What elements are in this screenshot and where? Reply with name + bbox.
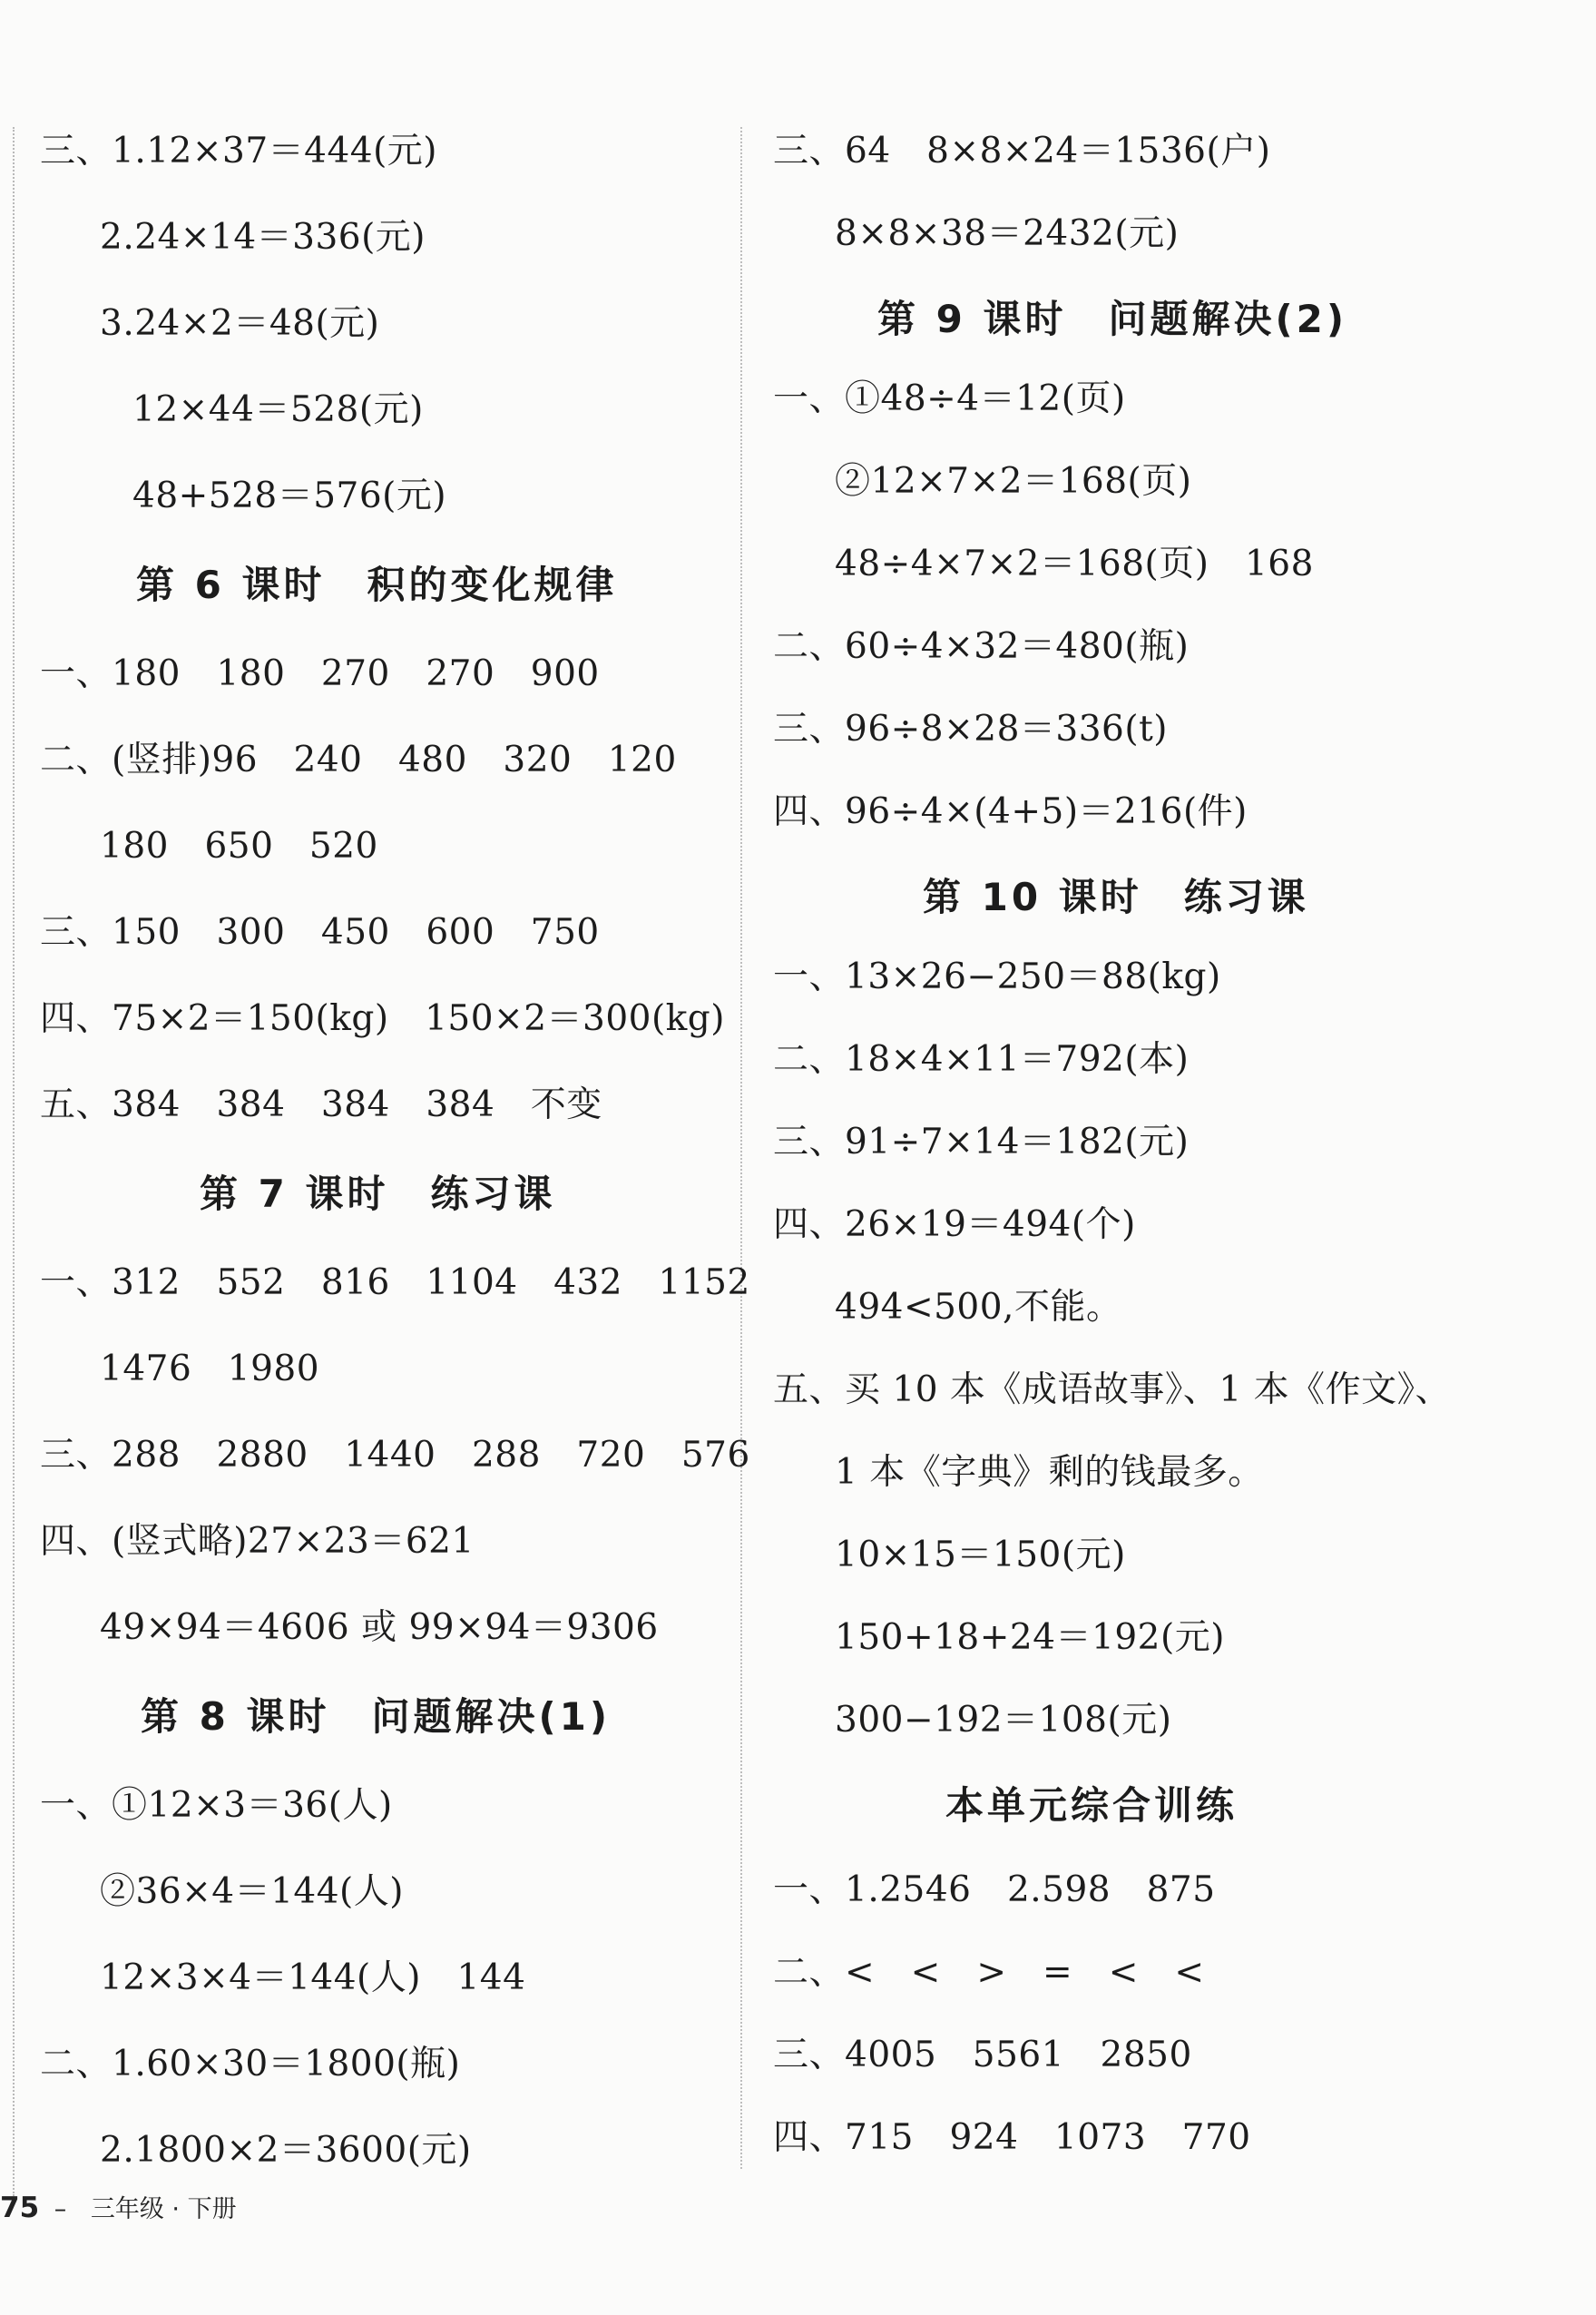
section-heading: 第 9 课时 问题解决(2) [877, 297, 1348, 341]
answer-line: 一、①48÷4＝12(页) [773, 378, 1126, 419]
section-heading: 第 6 课时 积的变化规律 [136, 563, 618, 607]
answer-line: 2.1800×2＝3600(元) [100, 2130, 472, 2171]
answer-line: ②36×4＝144(人) [100, 1871, 404, 1912]
answer-line: 180 650 520 [100, 826, 378, 867]
answer-line: 494<500,不能。 [835, 1287, 1122, 1328]
answer-line: 10×15＝150(元) [835, 1535, 1126, 1575]
section-heading: 本单元综合训练 [945, 1783, 1239, 1828]
answer-line: 四、75×2＝150(kg) 150×2＝300(kg) [40, 998, 725, 1039]
answer-line: 48÷4×7×2＝168(页) 168 [835, 544, 1314, 584]
answer-line: 三、288 2880 1440 288 720 576 [40, 1435, 750, 1476]
answer-line: 3.24×2＝48(元) [100, 303, 380, 344]
answer-line: 1 本《字典》剩的钱最多。 [835, 1452, 1264, 1493]
answer-line: 一、13×26−250＝88(kg) [773, 956, 1221, 997]
answer-line: 四、26×19＝494(个) [773, 1204, 1136, 1245]
answer-line: 三、4005 5561 2850 [773, 2035, 1192, 2075]
section-heading: 第 7 课时 练习课 [200, 1172, 556, 1216]
answer-line: 四、(竖式略)27×23＝621 [40, 1521, 475, 1562]
page-number: 75 [0, 2192, 40, 2224]
answer-line: 二、< < > = < < [773, 1952, 1205, 1993]
page-footer [0, 2189, 237, 2224]
answer-line: 一、180 180 270 270 900 [40, 653, 600, 694]
answer-line: 三、91÷7×14＝182(元) [773, 1122, 1190, 1162]
answer-line: 150+18+24＝192(元) [835, 1617, 1225, 1658]
answer-line: 8×8×38＝2432(元) [835, 213, 1180, 254]
answer-line: 12×44＝528(元) [132, 389, 424, 430]
answer-line: 48+528＝576(元) [132, 476, 447, 516]
column-divider [740, 127, 742, 2169]
section-heading: 第 8 课时 问题解决(1) [141, 1694, 612, 1739]
answer-line: 二、60÷4×32＝480(瓶) [773, 626, 1190, 667]
answer-line: 四、715 924 1073 770 [773, 2117, 1251, 2158]
answer-line: 三、96÷8×28＝336(t) [773, 709, 1168, 750]
answer-line: 2.24×14＝336(元) [100, 217, 426, 258]
answer-line: 一、312 552 816 1104 432 1152 [40, 1262, 750, 1303]
answer-line: 300−192＝108(元) [835, 1700, 1172, 1741]
answer-line: 三、150 300 450 600 750 [40, 912, 600, 953]
footer-dash: – [54, 2195, 67, 2223]
answer-line: ②12×7×2＝168(页) [835, 461, 1192, 502]
answer-line: 四、96÷4×(4+5)＝216(件) [773, 791, 1248, 832]
answer-line: 一、①12×3＝36(人) [40, 1785, 393, 1826]
footer-label: 三年级 · 下册 [90, 2195, 237, 2223]
left-margin-dotted-line [13, 127, 15, 2196]
answer-line: 五、买 10 本《成语故事》、1 本《作文》、 [773, 1369, 1452, 1410]
answer-line: 一、1.2546 2.598 875 [773, 1869, 1216, 1910]
answer-line: 二、18×4×11＝792(本) [773, 1039, 1190, 1080]
answer-line: 二、(竖排)96 240 480 320 120 [40, 740, 677, 780]
answer-line: 三、64 8×8×24＝1536(户) [773, 131, 1271, 172]
section-heading: 第 10 课时 练习课 [923, 875, 1309, 919]
answer-line: 49×94＝4606 或 99×94＝9306 [100, 1607, 659, 1648]
answer-line: 12×3×4＝144(人) 144 [100, 1957, 526, 1998]
answer-line: 五、384 384 384 384 不变 [40, 1084, 602, 1125]
answer-line: 1476 1980 [100, 1349, 320, 1389]
answer-line: 三、1.12×37＝444(元) [40, 131, 438, 172]
answer-line: 二、1.60×30＝1800(瓶) [40, 2044, 461, 2084]
